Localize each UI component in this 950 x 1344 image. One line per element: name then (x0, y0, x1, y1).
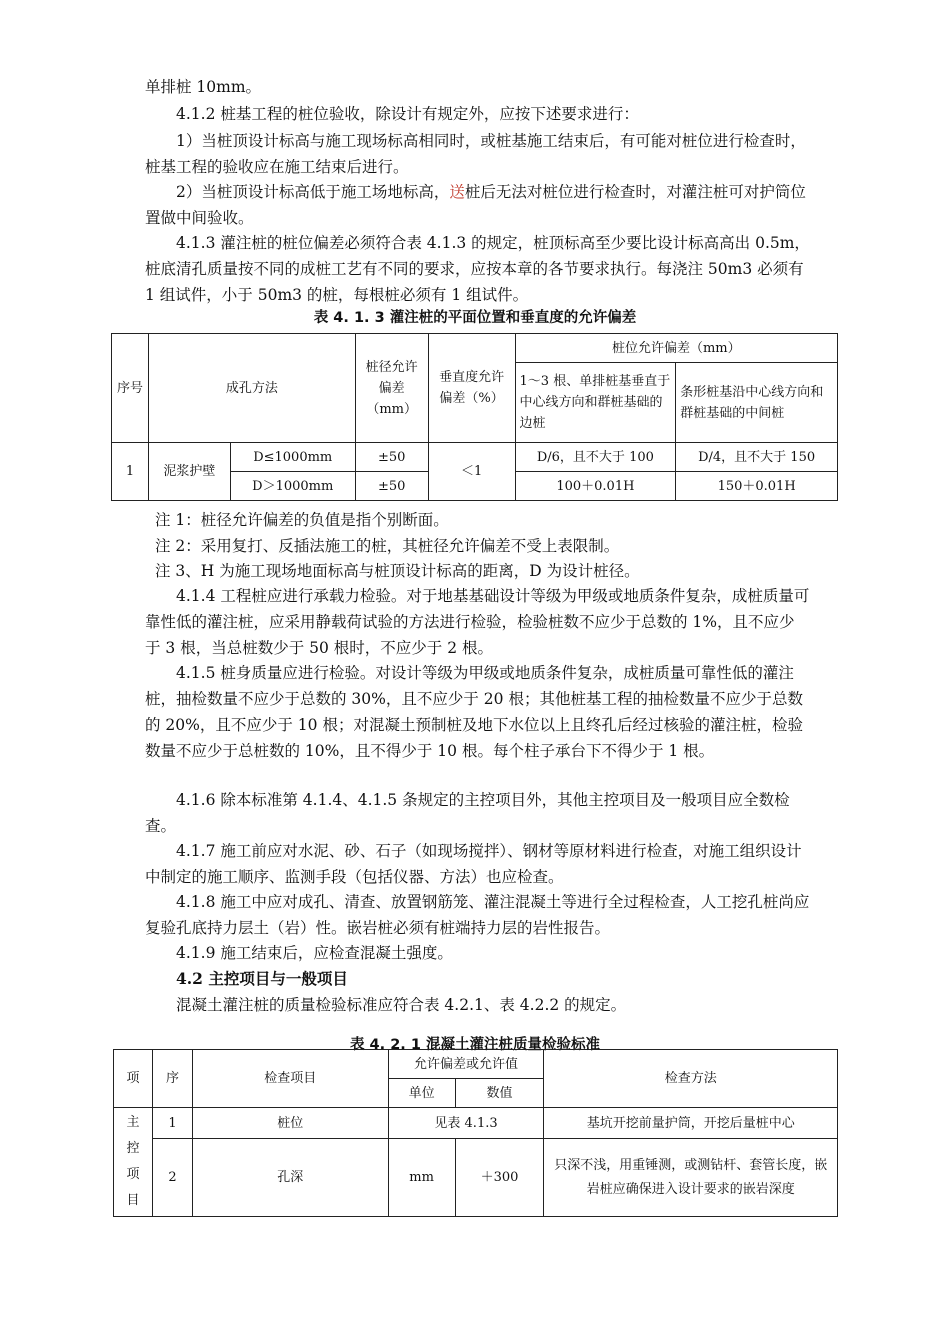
cell-method: 泥浆护壁 (148, 443, 230, 501)
cell-diameter-range: D≤1000mm (230, 443, 355, 472)
clause-4-1-2: 4.1.2 桩基工程的桩位验收，除设计有规定外，应按下述要求进行： (176, 105, 639, 123)
cell-seq: 2 (152, 1139, 192, 1217)
cell-seq: 1 (112, 443, 149, 501)
clause-4-1-8: 4.1.8 施工中应对成孔、清查、放置钢筋笼、灌注混凝土等进行全过程检查，人工挖孔桩尚应复验孔底持力层土（岩）性。嵌岩桩必须有桩端持力层的岩性报告。 (145, 893, 810, 937)
clause-4-1-2-item-1: 1）当桩顶设计标高与施工现场标高相同时，或桩基施工结束后，有可能对桩位进行检查时，桩基工程的验收应在施工结束后进行。 (145, 132, 806, 176)
table-4-1-3-caption: 表 4. 1. 3 灌注桩的平面位置和垂直度的允许偏差 (313, 310, 637, 326)
header-value: 数值 (455, 1079, 544, 1108)
highlighted-text: 送 (449, 183, 465, 201)
text-run: 桩后无法对桩位进行检查时，对灌注桩可对护筒位置做中间验收。 (145, 183, 806, 227)
table-4-1-3 (111, 333, 838, 501)
header-unit: 单位 (388, 1079, 455, 1108)
section-4-2-intro: 混凝土灌注桩的质量检验标准应符合表 4.2.1、表 4.2.2 的规定。 (176, 996, 627, 1014)
header-method: 成孔方法 (148, 334, 355, 443)
cell-position-edge: D/6，且不大于 100 (515, 443, 676, 472)
table-4-2-1-caption: 表 4. 2. 1 混凝土灌注桩质量检验标准 (350, 1037, 600, 1053)
section-heading-4-2: 4.2 主控项目与一般项目 (176, 969, 348, 988)
header-position-center: 条形桩基沿中心线方向和群桩基础的中间桩 (676, 363, 838, 443)
header-check-item: 检查项目 (192, 1050, 388, 1108)
header-position-tolerance: 桩位允许偏差（mm） (515, 334, 837, 363)
cell-verticality: ＜1 (428, 443, 515, 501)
cell-check-item: 桩位 (192, 1108, 388, 1139)
table-note-3: 注 3、H 为施工现场地面标高与桩顶设计标高的距离，D 为设计桩径。 (155, 562, 640, 580)
cell-diameter-tolerance: ±50 (355, 443, 428, 472)
header-allowable: 允许偏差或允许值 (388, 1050, 544, 1079)
text-run: 2）当桩顶设计标高低于施工场地标高， (176, 183, 450, 201)
clause-4-1-7: 4.1.7 施工前应对水泥、砂、石子（如现场搅拌）、钢材等原材料进行检查，对施工组织设计中制定的施工顺序、监测手段（包括仪器、方法）也应检查。 (145, 842, 802, 886)
clause-4-1-3: 4.1.3 灌注桩的桩位偏差必须符合表 4.1.3 的规定，桩顶标高至少要比设计标高高出 0.5m，桩底清孔质量按不同的成桩工艺有不同的要求，应按本章的各节要求执行。每浇注 50m3 必须有 1 组试件，小于 50m3 的桩，每根桩必须有 1 组试件。 (145, 234, 810, 304)
table-note-2: 注 2：采用复打、反插法施工的桩，其桩径允许偏差不受上表限制。 (155, 537, 620, 555)
cell-allowable: 见表 4.1.3 (388, 1108, 544, 1139)
header-check-method: 检查方法 (544, 1050, 838, 1108)
header-verticality-tolerance: 垂直度允许偏差（%） (428, 334, 515, 443)
paragraph: 单排桩 10mm。 (145, 78, 262, 96)
table-4-2-1 (113, 1049, 838, 1217)
header-position-edge: 1～3 根、单排桩基垂直于中心线方向和群桩基础的边桩 (515, 363, 676, 443)
cell-seq: 1 (152, 1108, 192, 1139)
cell-position-center: D/4，且不大于 150 (676, 443, 838, 472)
cell-position-center: 150＋0.01H (676, 472, 838, 501)
cell-diameter-range: D＞1000mm (230, 472, 355, 501)
header-item: 项 (114, 1050, 153, 1108)
cell-check-item: 孔深 (192, 1139, 388, 1217)
header-seq: 序号 (112, 334, 149, 443)
cell-value: ＋300 (455, 1139, 544, 1217)
cell-position-edge: 100＋0.01H (515, 472, 676, 501)
header-diameter-tolerance: 桩径允许偏差（mm） (355, 334, 428, 443)
clause-4-1-9: 4.1.9 施工结束后，应检查混凝土强度。 (176, 944, 453, 962)
cell-unit: mm (388, 1139, 455, 1217)
clause-4-1-4: 4.1.4 工程桩应进行承载力检验。对于地基基础设计等级为甲级或地质条件复杂，成桩质量可靠性低的灌注桩，应采用静载荷试验的方法进行检验，检验桩数不应少于总数的 1%，且不应少于 3 根，当总桩数少于 50 根时，不应少于 2 根。 (145, 587, 810, 657)
cell-diameter-tolerance: ±50 (355, 472, 428, 501)
clause-4-1-5: 4.1.5 桩身质量应进行检验。对设计等级为甲级或地质条件复杂，成桩质量可靠性低的灌注桩，抽检数量不应少于总数的 30%，且不应少于 20 根；其他桩基工程的抽检数量不应少于总数的 20%，且不应少于 10 根；对混凝土预制桩及地下水位以上且终孔后经过核验的灌注桩，检验数量不应少于总桩数的 10%，且不得少于 10 根。每个柱子承台下不得少于 1 根。 (145, 664, 803, 760)
header-seq: 序 (152, 1050, 192, 1108)
clause-4-1-2-item-2 (145, 179, 810, 231)
table-note-1: 注 1：桩径允许偏差的负值是指个别断面。 (155, 511, 449, 529)
cell-check-method: 只深不浅，用重锤测，或测钻杆、套管长度，嵌岩桩应确保进入设计要求的嵌岩深度 (544, 1139, 838, 1217)
group-main-control: 主控项目 (114, 1108, 153, 1217)
clause-4-1-6: 4.1.6 除本标准第 4.1.4、4.1.5 条规定的主控项目外，其他主控项目及一般项目应全数检查。 (145, 791, 790, 835)
cell-check-method: 基坑开挖前量护筒，开挖后量桩中心 (544, 1108, 838, 1139)
